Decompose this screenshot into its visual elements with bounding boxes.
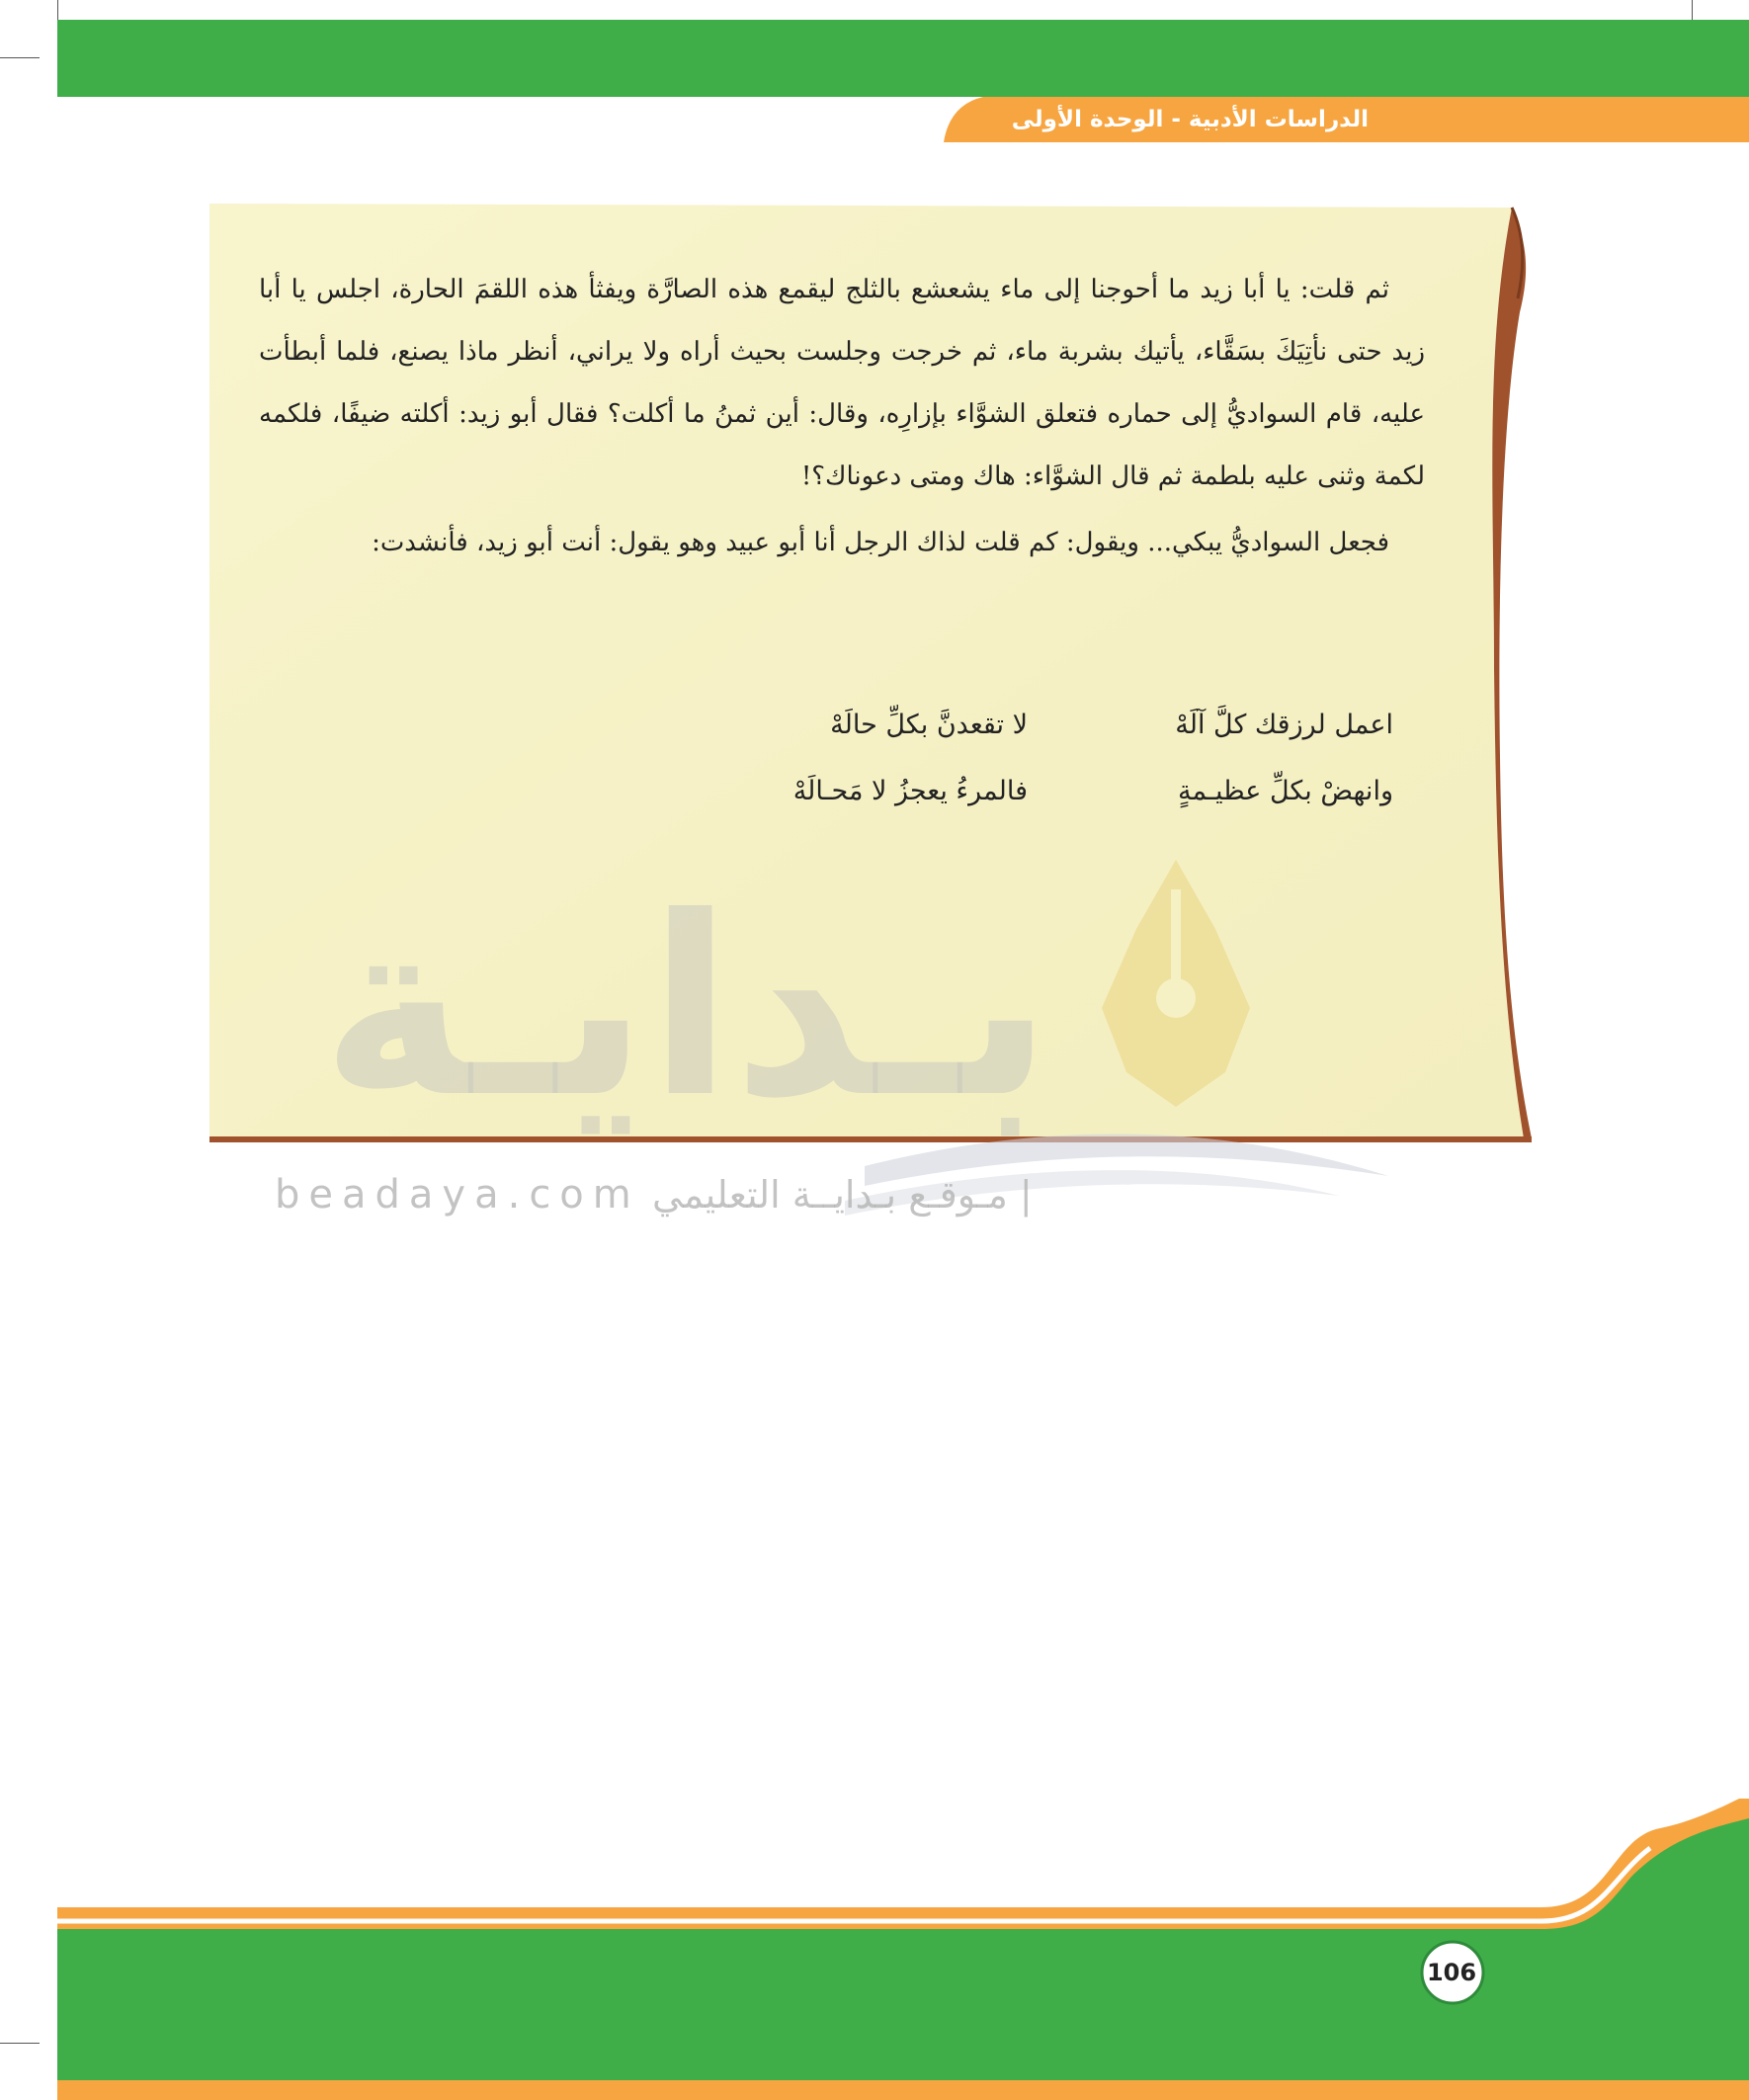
- header-green-band: [57, 20, 1749, 97]
- paragraph: فجعل السواديُّ يبكي... ويقول: كم قلت لذاك الرجل أنا أبو عبيد وهو يقول: أنت أبو زيد، فأنشدت:: [372, 528, 1389, 557]
- paragraph: ثم قلت: يا أبا زيد ما أحوجنا إلى ماء يشعشع بالثلج ليقمع هذه الصارَّة ويفثأ هذه اللقمَ الحارة، اجلس يا أبا زيد حتى نأتِيَكَ بسَقَّاء، يأتيك بشربة ماء، ثم خرجت وجلست بحيث أراه ولا يراني، أنظر ماذا يصنع، فلما أبطأت عليه، قام السواديُّ إلى حماره فتعلق الشوَّاء بإزارِه، وقال: أين ثمنُ ما أكلت؟ فقال أبو زيد: أكلته ضيفًا، فلكمه لكمة وثنى عليه بلطمة ثم قال الشوَّاء: هاك ومتى دعوناك؟!: [259, 275, 1425, 491]
- poem-verse: وانهضْ بكلِّ عظيـمةٍ: [1177, 776, 1393, 806]
- poem-first-hemistichs: [1097, 692, 1393, 830]
- prose-text: [259, 259, 1425, 574]
- unit-title: الدراسات الأدبية - الوحدة الأولى: [1011, 107, 1369, 132]
- poem-second-hemistichs: [761, 692, 1028, 830]
- pen-nib-icon: [1102, 860, 1250, 1107]
- watermark-word: بـدايـة: [320, 864, 1053, 1151]
- poem-verse: فالمرءُ يعجزُ لا مَحـالَهْ: [792, 776, 1028, 806]
- poem-verse: لا تقعدنَّ بكلِّ حالَهْ: [830, 710, 1028, 740]
- page-number: 106: [1426, 1959, 1477, 1986]
- poem-verse: اعمل لرزقك كلَّ آلَهْ: [1175, 710, 1393, 740]
- watermark-url: beadaya.com: [275, 1172, 640, 1218]
- crop-mark: [0, 57, 40, 58]
- footer-band: [0, 1799, 1749, 2100]
- watermark-site-name: | مـوقـع بـدايــة التعليمي: [652, 1173, 1033, 1217]
